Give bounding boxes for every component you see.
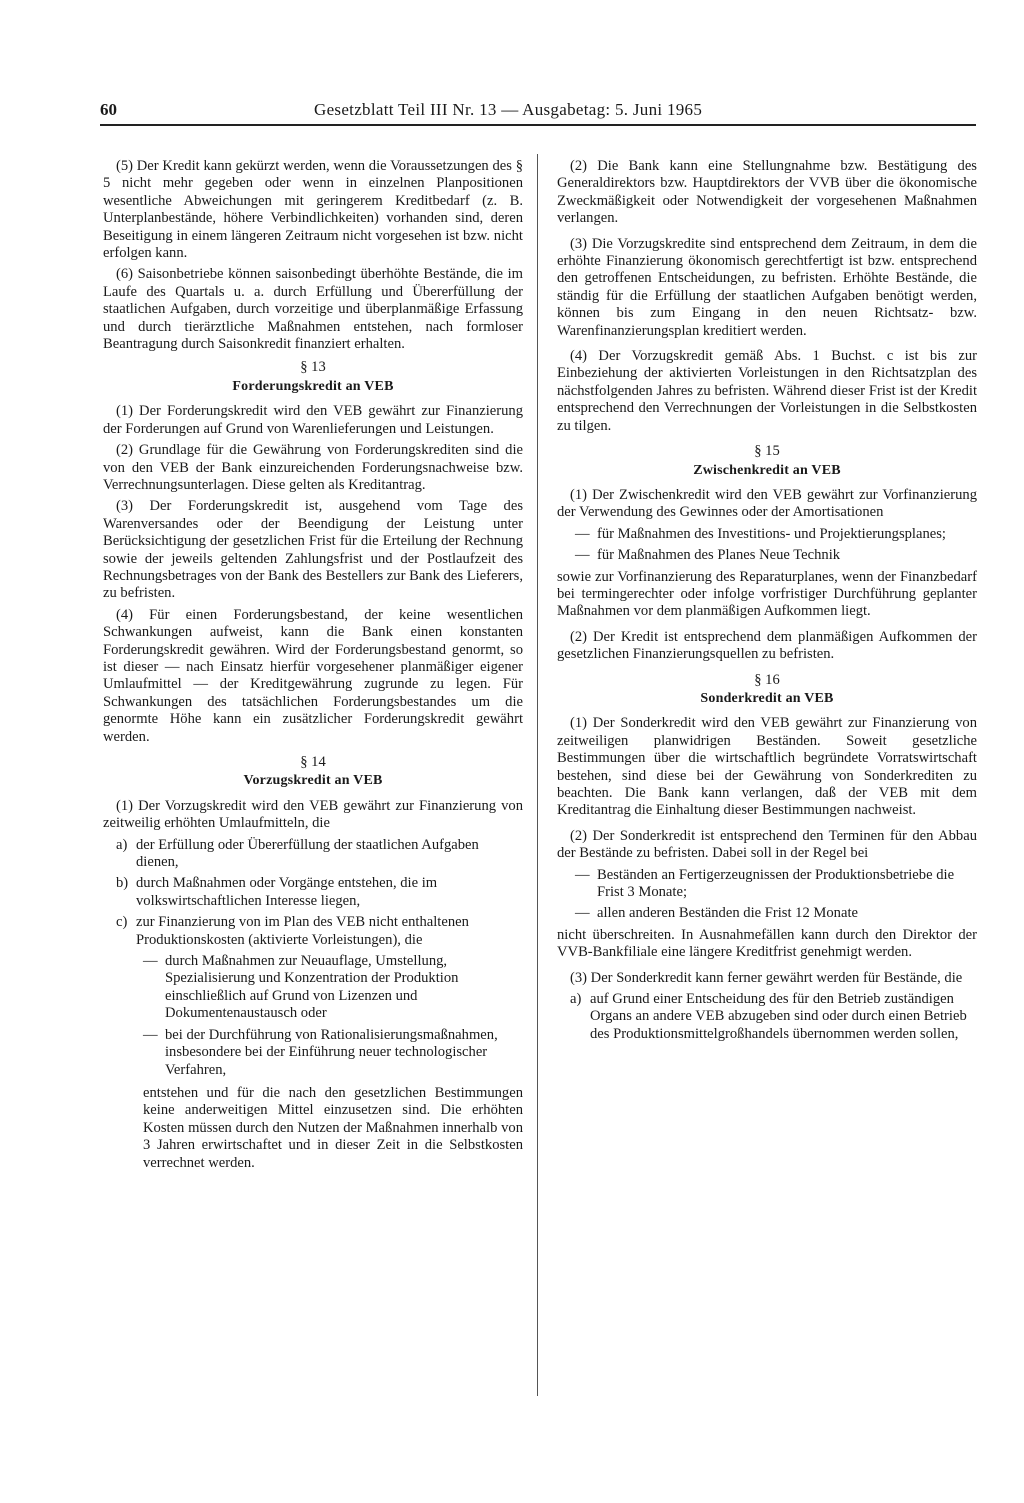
list-marker: c) — [116, 914, 128, 931]
right-column — [557, 158, 977, 1047]
section-16-title: Sonderkredit an VEB — [700, 690, 834, 706]
section-15-paragraph-1: (1) Der Zwischenkredit wird den VEB gewährt zur Vorfinanzierung der Verwendung des Gewinnes oder der Amortisationen — [557, 486, 977, 521]
dash-item — [557, 867, 977, 902]
list-marker: a) — [116, 836, 128, 853]
paragraph-5: (5) Der Kredit kann gekürzt werden, wenn die Voraussetzungen des § 5 nicht mehr gegeben oder wenn in einzelnen Planpositionen wesentliche Abweichungen mit geringerem Kreditbedarf (z. B. Unterplanbestände, höhere Verbindlichkeiten) vorhanden sind, deren Beseitigung in einem längeren Zeitraum nicht vorgesehen ist bzw. nicht erfolgen kann. — [103, 158, 523, 262]
page-header — [100, 98, 976, 126]
section-16-paragraph-1: (1) Der Sonderkredit wird den VEB gewährt zur Finanzierung von zeitweiligen planwidrigen Beständen. Soweit gesetzliche Bestimmungen über die wirtschaftlich begründete Vorratswirtschaft bestehen, sind diese bei der Gewährung von Sonderkrediten zu beachten. Die Bank kann verlangen, daß der VEB mit dem Kreditantrag die Einhaltung dieser Bestimmungen nachweist. — [557, 715, 977, 819]
list-item-a — [557, 991, 977, 1043]
dash-marker: — — [575, 866, 590, 883]
section-14-number: § 14 — [300, 754, 326, 770]
list-item-text: der Erfüllung oder Übererfüllung der staatlichen Aufgaben dienen, — [136, 836, 479, 871]
header-title: Gesetzblatt Teil III Nr. 13 — Ausgabetag: 5. Juni 1965 — [314, 100, 703, 119]
dash-item-text: bei der Durchführung von Rationalisierungsmaßnahmen, insbesondere bei der Einführung neuer technologischer Verfahren, — [165, 1026, 498, 1078]
list-marker: b) — [116, 875, 129, 892]
section-13-paragraph-3: (3) Der Forderungskredit ist, ausgehend vom Tage des Warenversandes oder der Beendigung der Leistung unter Berücksichtigung der gesetzlichen Frist für die Erteilung der Rechnung sowie der jeweils geltenden Zahlungsfrist und der Postlaufzeit des Rechnungsbetrages von der Bank des Bestellers zur Bank des Lieferers, zu befristen. — [103, 498, 523, 602]
dash-marker: — — [143, 1026, 158, 1043]
sublist — [103, 953, 523, 1079]
list-item-c — [103, 914, 523, 949]
dash-marker: — — [575, 525, 590, 542]
list-item-text: auf Grund einer Entscheidung des für den Betrieb zuständigen Organs an andere VEB abzugeben sind oder durch einen Betrieb des Produktionsmittelgroßhandels übernommen werden sollen, — [590, 991, 967, 1042]
section-14-paragraph-4: (4) Der Vorzugskredit gemäß Abs. 1 Buchst. c ist bis zur Einbeziehung der aktivierten Vorleistungen in den Richtsatzplan des nächstfolgenden Jahres zu befristen. Während dieser Frist ist der Kredit entsprechend den Verrechnungen der Vorleistungen in die Selbstkosten zu tilgen. — [557, 348, 977, 434]
page-number: 60 — [100, 100, 117, 119]
section-13-title: Forderungskredit an VEB — [232, 378, 394, 394]
section-15-number: § 15 — [754, 443, 780, 460]
dash-item — [125, 953, 523, 1023]
dash-marker: — — [575, 547, 590, 564]
list-continuation: entstehen und für die nach den gesetzlichen Bestimmungen keine anderweitigen Mittel einzusetzen sind. Die erhöhten Kosten müssen durch den Nutzen der Maßnahmen innerhalb von 3 Jahren erwirtschaftet und in dieser Zeit in die Selbstkosten verrechnet werden. — [143, 1084, 523, 1171]
dash-item-text: für Maßnahmen des Planes Neue Technik — [597, 547, 841, 564]
section-13-number: § 13 — [300, 359, 326, 376]
list-marker: a) — [570, 991, 582, 1008]
section-14-paragraph-2: (2) Die Bank kann eine Stellungnahme bzw. Bestätigung des Generaldirektors bzw. Hauptdirektors der VVB über die ökonomische Zweckmäßigkeit oder Notwendigkeit der vorgesehenen Maßnahmen verlangen. — [557, 158, 977, 227]
dash-item-text: durch Maßnahmen zur Neuauflage, Umstellung, Spezialisierung und Konzentration der Produktion einschließlich auf Grund von Lizenzen und Dokumentenaustausch oder — [165, 953, 459, 1022]
list-item-text: zur Finanzierung von im Plan des VEB nicht enthaltenen Produktionskosten (aktivierte Vorleistungen), die — [136, 914, 469, 948]
column-divider — [537, 154, 538, 1396]
dash-marker: — — [143, 953, 158, 970]
dash-item — [125, 1027, 523, 1079]
section-15-continuation: sowie zur Vorfinanzierung des Reparaturplanes, wenn der Finanzbedarf bei termingerechter oder infolge vorfristiger Durchführung geplanter Maßnahmen vor dem planmäßigen Aufkommen liegt. — [557, 568, 977, 620]
section-13-paragraph-4: (4) Für einen Forderungsbestand, der keine wesentlichen Schwankungen aufweist, kann die Bank einen konstanten Forderungskredit gewähren. Wird der Forderungsbestand genormt, so ist dieser — nach Einsatz hierfür vorgesehener planmäßiger eigener Umlaufmittel — der Kreditgewährung zugrunde zu legen. Für Schwankungen des tatsächlichen Forderungsbestandes um die genormte Höhe kann ein zusätzlicher Forderungskredit gewährt werden. — [103, 606, 523, 745]
paragraph-6: (6) Saisonbetriebe können saisonbedingt überhöhte Bestände, die im Laufe des Quartals u. a. durch Erfüllung und Übererfüllung der staatlichen Aufgaben, durch vorzeitige und überplanmäßige Erfassung und durch tierärztliche Maßnahmen entstehen, nach formloser Beantragung durch Saisonkredit finanziert erhalten. — [103, 266, 523, 353]
section-13-paragraph-1: (1) Der Forderungskredit wird den VEB gewährt zur Finanzierung der Forderungen auf Grund von Warenlieferungen und Leistungen. — [103, 403, 523, 437]
list-item-b — [103, 875, 523, 910]
dash-item-text: Beständen an Fertigerzeugnissen der Produktionsbetriebe die Frist 3 Monate; — [597, 866, 955, 901]
section-14-title: Vorzugskredit an VEB — [243, 773, 383, 789]
dash-item — [557, 905, 977, 922]
section-15-title: Zwischenkredit an VEB — [693, 462, 841, 478]
section-16-paragraph-3: (3) Der Sonderkredit kann ferner gewährt werden für Bestände, die — [570, 969, 963, 986]
dash-item-text: für Maßnahmen des Investitions- und Projektierungsplanes; — [597, 525, 946, 542]
section-14-paragraph-3: (3) Die Vorzugskredite sind entsprechend dem Zeitraum, in dem die erhöhte Finanzierung ökonomisch gerechtfertigt ist bzw. entsprechend den getroffenen Entscheidungen, zu befristen. Erhöhte Bestände, die ständig für die Erfüllung der staatlichen Aufgaben benötigt werden, können bis zum Eingang in den neuen Richtsatz- bzw. Warenfinanzierungsplan kreditiert werden. — [557, 235, 977, 339]
list-item-text: durch Maßnahmen oder Vorgänge entstehen, die im volkswirtschaftlichen Interesse liegen, — [136, 875, 438, 909]
section-15-paragraph-2: (2) Der Kredit ist entsprechend dem planmäßigen Aufkommen der gesetzlichen Finanzierungsquellen zu befristen. — [557, 628, 977, 663]
dash-item — [557, 526, 977, 543]
left-column — [103, 158, 523, 1172]
dash-marker: — — [575, 905, 590, 922]
section-16-continuation: nicht überschreiten. In Ausnahmefällen kann durch den Direktor der VVB-Bankfiliale eine längere Kreditfrist genehmigt werden. — [557, 926, 977, 961]
list-item-a — [103, 837, 523, 872]
section-16-paragraph-2: (2) Der Sonderkredit ist entsprechend den Terminen für den Abbau der Bestände zu befristen. Dabei soll in der Regel bei — [557, 827, 977, 862]
dash-item — [557, 547, 977, 564]
dash-item-text: allen anderen Beständen die Frist 12 Monate — [597, 905, 858, 922]
section-13-paragraph-2: (2) Grundlage für die Gewährung von Forderungskrediten sind die von den VEB der Bank einzureichenden Forderungsnachweise bzw. Verrechnungsunterlagen. Diese gelten als Kreditantrag. — [103, 442, 523, 493]
section-14-paragraph-1: (1) Der Vorzugskredit wird den VEB gewährt zur Finanzierung von zeitweilig erhöhten Umlaufmitteln, die — [103, 797, 523, 832]
section-16-number: § 16 — [754, 671, 780, 688]
